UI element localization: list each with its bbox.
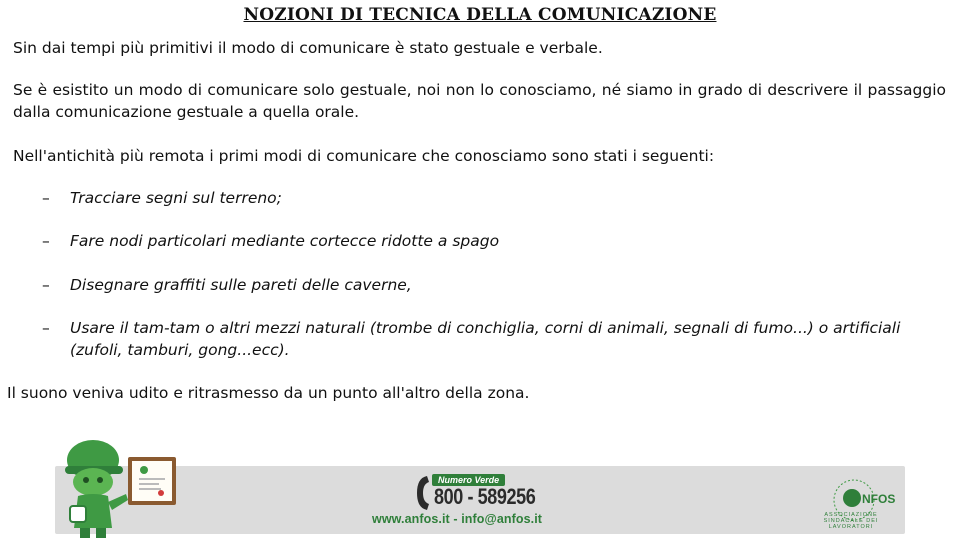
certificate-icon xyxy=(128,457,176,505)
mascot-worker-icon xyxy=(60,436,130,540)
list-item-text: Tracciare segni sul terreno; xyxy=(70,189,282,207)
list-item-text: Disegnare graffiti sulle pareti delle caverne, xyxy=(70,276,412,294)
dash-bullet: – xyxy=(42,276,50,294)
website-email-text: www.anfos.it - info@anfos.it xyxy=(372,512,543,526)
anfos-caption: ASSOCIAZIONE SINDACALE DEI LAVORATORI xyxy=(823,512,879,530)
paragraph-gestural: Se è esistito un modo di comunicare solo gestuale, noi non lo conosciamo, né siamo in grado di descrivere il passaggio dalla comunicazione gestuale a quella orale. xyxy=(13,81,946,121)
list-item-text: Usare il tam-tam o altri mezzi naturali (trombe di conchiglia, corni di animali, segnali di fumo...) o artificiali (zufoli, tamburi, gong...ecc). xyxy=(70,319,901,359)
dash-bullet: – xyxy=(42,189,50,207)
paragraph-sound: Il suono veniva udito e ritrasmesso da un punto all'altro della zona. xyxy=(7,384,530,402)
phone-icon xyxy=(413,474,431,512)
paragraph-ancient-methods: Nell'antichità più remota i primi modi di comunicare che conosciamo sono stati i seguenti: xyxy=(13,147,715,165)
svg-text:NFOS: NFOS xyxy=(862,492,896,506)
dash-bullet: – xyxy=(42,319,50,337)
dash-bullet: – xyxy=(42,232,50,250)
phone-number: 800 - 589256 xyxy=(434,484,536,509)
list-item xyxy=(42,317,954,361)
list-item-text: Fare nodi particolari mediante cortecce ridotte a spago xyxy=(70,232,500,250)
numero-verde-label: Numero Verde xyxy=(432,474,505,486)
page-title: NOZIONI DI TECNICA DELLA COMUNICAZIONE xyxy=(243,5,717,25)
paragraph-intro: Sin dai tempi più primitivi il modo di comunicare è stato gestuale e verbale. xyxy=(13,39,603,57)
